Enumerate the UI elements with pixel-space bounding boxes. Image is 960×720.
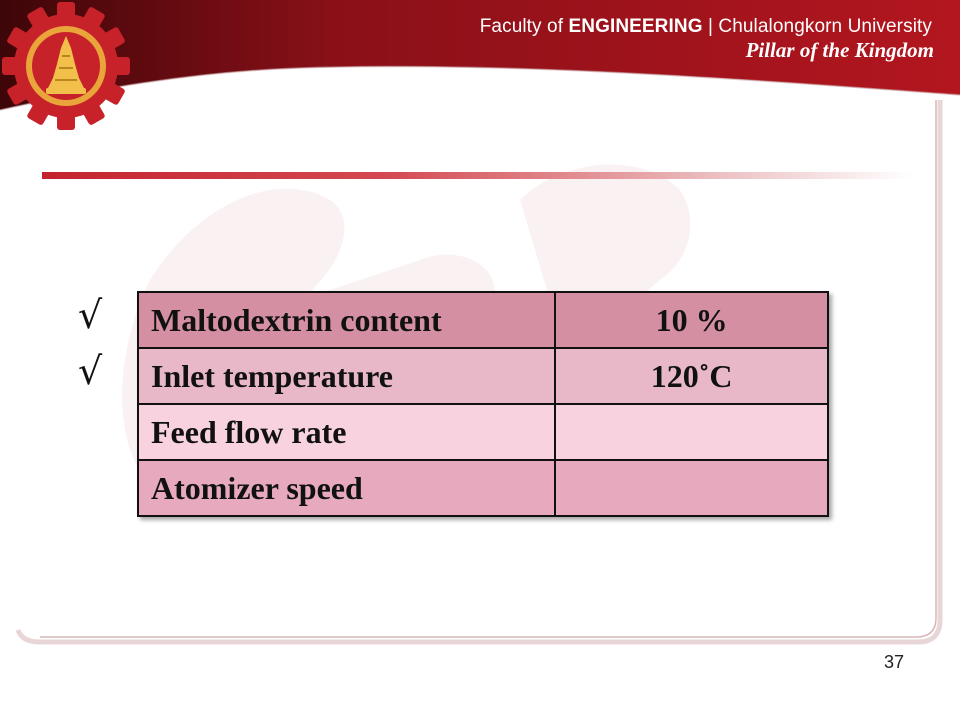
- faculty-prefix: Faculty of: [479, 16, 569, 37]
- parameter-table: [137, 291, 829, 517]
- table-row: [138, 460, 828, 516]
- check-mark-icon: √: [78, 293, 103, 337]
- table-cell-value: 120˚C: [555, 348, 828, 404]
- table-cell-value: 10 %: [555, 292, 828, 348]
- table-cell-label: Maltodextrin content: [138, 292, 555, 348]
- page-number: 37: [884, 652, 905, 672]
- title-separator: |: [702, 16, 719, 37]
- check-mark-icon: √: [78, 349, 103, 393]
- table-cell-label: Atomizer speed: [138, 460, 555, 516]
- table-cell-value: [555, 460, 828, 516]
- faculty-name: ENGINEERING: [568, 16, 703, 37]
- table-cell-label: Feed flow rate: [138, 404, 555, 460]
- university-name: Chulalongkorn University: [718, 16, 932, 37]
- table-row: [138, 348, 828, 404]
- header-divider: [42, 172, 912, 179]
- tagline: Pillar of the Kingdom: [745, 38, 934, 62]
- table-row: [138, 292, 828, 348]
- table-cell-value: [555, 404, 828, 460]
- table-cell-label: Inlet temperature: [138, 348, 555, 404]
- table-row: [138, 404, 828, 460]
